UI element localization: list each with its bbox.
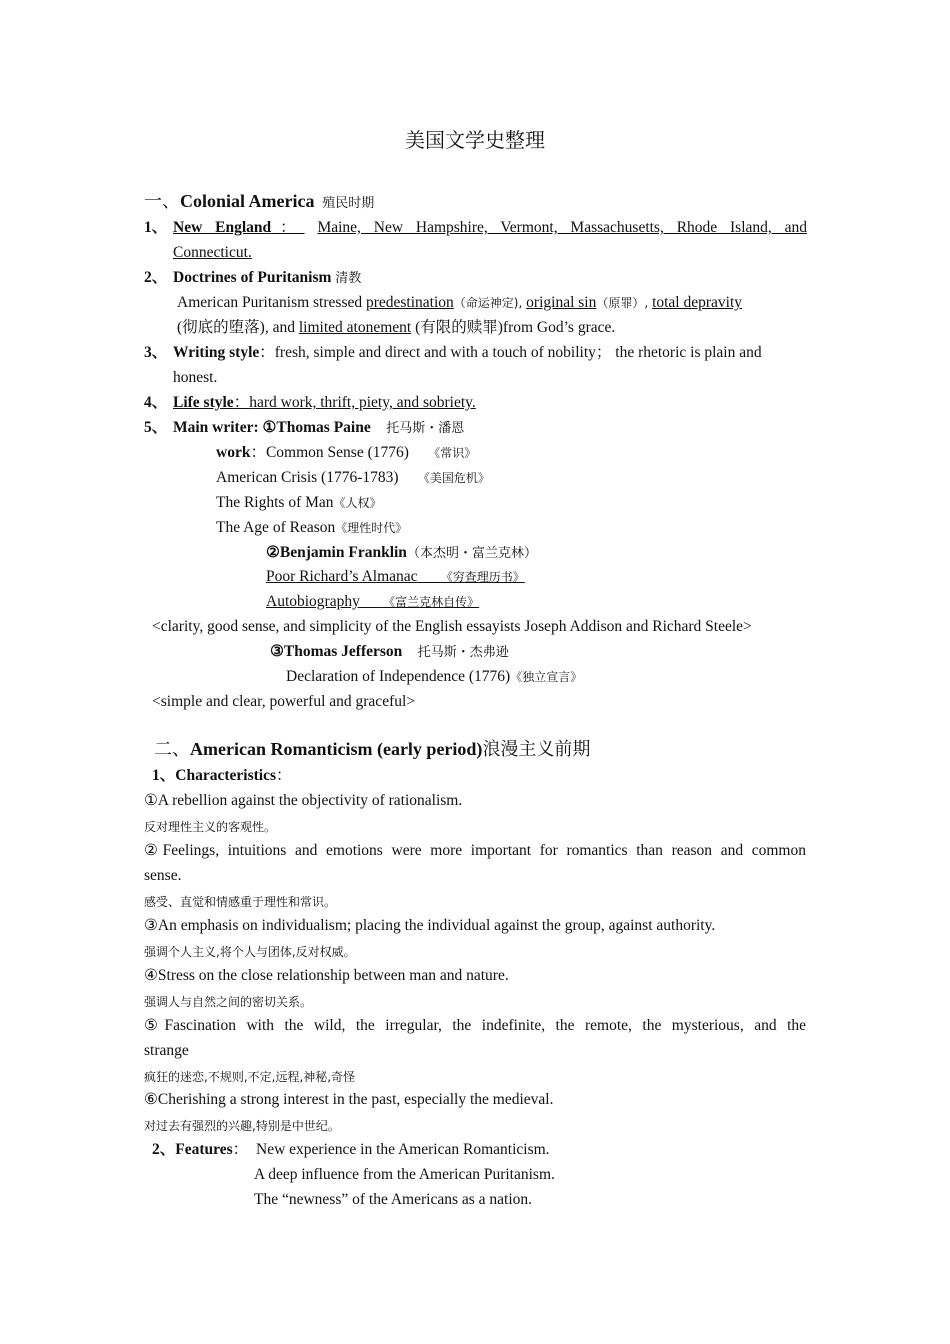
paine-work-1-cn: 《常识》: [428, 446, 477, 460]
characteristic-2-line-2: sense.: [144, 867, 182, 884]
item-3-number: 3、: [144, 344, 168, 361]
franklin-work-1: [266, 567, 525, 587]
term-limited-atonement: limited atonement: [298, 319, 412, 336]
features-label: Features: [175, 1141, 233, 1158]
jefferson-work: [286, 667, 582, 687]
item-4-text: hard work, thrift, piety, and sobriety.: [249, 394, 476, 411]
franklin-work-1-cn: 《穷查理历书》: [440, 570, 525, 584]
features-number: 2、: [152, 1141, 176, 1158]
characteristic-5-line-2: strange: [144, 1042, 189, 1059]
writer-paine: ①Thomas Paine: [262, 419, 371, 436]
franklin-note: <clarity, good sense, and simplicity of the English essayists Joseph Addison and Richard Steele>: [152, 618, 752, 635]
paine-work-3-cn: 《人权》: [333, 496, 382, 510]
item-1-label: New England: [173, 219, 272, 236]
paine-work-2-title: American Crisis (1776-1783): [216, 469, 399, 486]
feature-3: The “newness” of the Americans as a nation.: [254, 1191, 533, 1208]
term-original-sin: original sin: [526, 294, 597, 311]
franklin-work-2-title: Autobiography: [266, 593, 360, 610]
jefferson-note: <simple and clear, powerful and graceful>: [152, 693, 416, 710]
item-2-text: American Puritanism stressed: [177, 294, 363, 311]
section-1-title-cn: 殖民时期: [322, 196, 375, 211]
section-1-heading: [144, 191, 374, 214]
item-2-body-line-2: [177, 318, 615, 338]
term-total-depravity-cn: (彻底的堕落),: [177, 319, 269, 336]
jefferson-work-cn: 《独立宣言》: [510, 670, 583, 684]
feature-1: New experience in the American Romanticism.: [256, 1141, 550, 1158]
item-3-line-2: honest.: [173, 369, 218, 386]
item-4-label: Life style: [173, 394, 234, 411]
item-1-text: Maine, New Hampshire, Vermont, Massachusetts, Rhode Island, and: [317, 219, 807, 236]
term-predestination: predestination: [365, 294, 454, 311]
jefferson-work-title: Declaration of Independence (1776): [286, 668, 511, 685]
item-3-label: Writing style: [173, 344, 260, 361]
work-colon: ：: [250, 444, 266, 461]
item-2-heading: [173, 268, 361, 289]
term-predestination-cn: （命运神定),: [453, 296, 523, 310]
item-2-body-line-1: [177, 293, 742, 313]
characteristic-1: ①A rebellion against the objectivity of rationalism.: [144, 792, 463, 809]
paine-work-4-cn: 《理性时代》: [335, 521, 408, 535]
section-2-number: 二、: [154, 739, 190, 760]
item-2-and: and: [272, 319, 295, 336]
item-2-label-cn: 清教: [335, 271, 362, 286]
characteristics-label: Characteristics: [175, 767, 276, 784]
writer-paine-cn: 托马斯・潘恩: [386, 421, 465, 436]
characteristic-2-line-1: ②Feelings, intuitions and emotions were more important for romantics than reason and common: [144, 842, 806, 859]
item-5-label: Main writer:: [173, 419, 259, 436]
item-3-line-1: [173, 343, 762, 363]
item-1-line-2: Connecticut.: [173, 244, 252, 261]
feature-2: A deep influence from the American Puritanism.: [254, 1166, 555, 1183]
section-2-title: American Romanticism (early period): [190, 739, 483, 759]
features-colon: ：: [232, 1141, 249, 1158]
writer-jefferson-line: [270, 642, 509, 663]
paine-work-1: [216, 443, 476, 463]
characteristic-3: ③An emphasis on individualism; placing the individual against the group, against authority.: [144, 917, 716, 934]
paine-work-2: [216, 468, 490, 488]
item-4-colon: ：: [233, 394, 250, 411]
characteristic-4: ④Stress on the close relationship between man and nature.: [144, 967, 509, 984]
term-total-depravity: total depravity: [652, 294, 743, 311]
paine-work-4: [216, 518, 407, 538]
characteristics-colon: ：: [275, 767, 292, 784]
paine-work-3-title: The Rights of Man: [216, 494, 334, 511]
item-2-end: from God’s grace.: [502, 319, 616, 336]
characteristic-1-cn: 反对理性主义的客观性。: [144, 820, 277, 834]
item-3-colon: ：: [259, 344, 275, 361]
characteristics-number: 1、: [152, 767, 176, 784]
characteristic-6-cn: 对过去有强烈的兴趣,特别是中世纪。: [144, 1119, 340, 1133]
section-1-number: 一、: [144, 191, 180, 212]
features-heading: [152, 1140, 248, 1160]
section-2-title-cn: 浪漫主义前期: [482, 739, 591, 760]
item-4-line: [173, 393, 476, 413]
paine-work-4-title: The Age of Reason: [216, 519, 336, 536]
writer-franklin-line: [266, 543, 537, 564]
franklin-work-2: [266, 592, 479, 612]
writer-franklin-cn: （本杰明・富兰克林）: [406, 546, 537, 561]
franklin-work-1-title: Poor Richard’s Almanac: [266, 568, 418, 585]
characteristic-5-cn: 疯狂的迷恋,不规则,不定,远程,神秘,奇怪: [144, 1070, 356, 1084]
page-title: 美国文学史整理: [405, 128, 545, 152]
paine-work-1-title: Common Sense (1776): [265, 444, 409, 461]
characteristic-2-cn: 感受、直觉和情感重于理性和常识。: [144, 895, 337, 909]
paine-work-2-cn: 《美国危机》: [417, 471, 490, 485]
characteristic-3-cn: 强调个人主义,将个人与团体,反对权威。: [144, 945, 356, 959]
item-1-number: 1、: [144, 219, 168, 236]
writer-jefferson-cn: 托马斯・杰弗逊: [417, 645, 509, 660]
item-3-text: fresh, simple and direct and with a touch of nobility； the rhetoric is plain and: [274, 344, 762, 361]
work-label: work: [216, 444, 251, 461]
characteristic-6: ⑥Cherishing a strong interest in the past, especially the medieval.: [144, 1091, 554, 1108]
term-limited-atonement-cn: (有限的赎罪): [415, 319, 503, 336]
section-1-title: Colonial America: [180, 191, 315, 211]
characteristic-5-line-1: ⑤Fascination with the wild, the irregular, the indefinite, the remote, the mysterious, and the: [144, 1017, 806, 1034]
item-1-colon: ：: [271, 219, 305, 236]
item-5-heading: [173, 418, 464, 439]
writer-jefferson: ③Thomas Jefferson: [270, 643, 403, 660]
section-2-heading: [154, 739, 590, 761]
writer-franklin: ②Benjamin Franklin: [266, 544, 407, 561]
characteristics-heading: [152, 766, 292, 786]
franklin-work-2-cn: 《富兰克林自传》: [383, 595, 480, 609]
item-2-number: 2、: [144, 269, 168, 286]
item-1-line-1: [173, 218, 807, 238]
item-5-number: 5、: [144, 419, 168, 436]
item-2-label: Doctrines of Puritanism: [173, 269, 332, 286]
paine-work-3: [216, 493, 382, 513]
item-4-number: 4、: [144, 394, 168, 411]
characteristic-4-cn: 强调人与自然之间的密切关系。: [144, 995, 313, 1009]
term-original-sin-cn: （原罪）,: [596, 296, 649, 310]
